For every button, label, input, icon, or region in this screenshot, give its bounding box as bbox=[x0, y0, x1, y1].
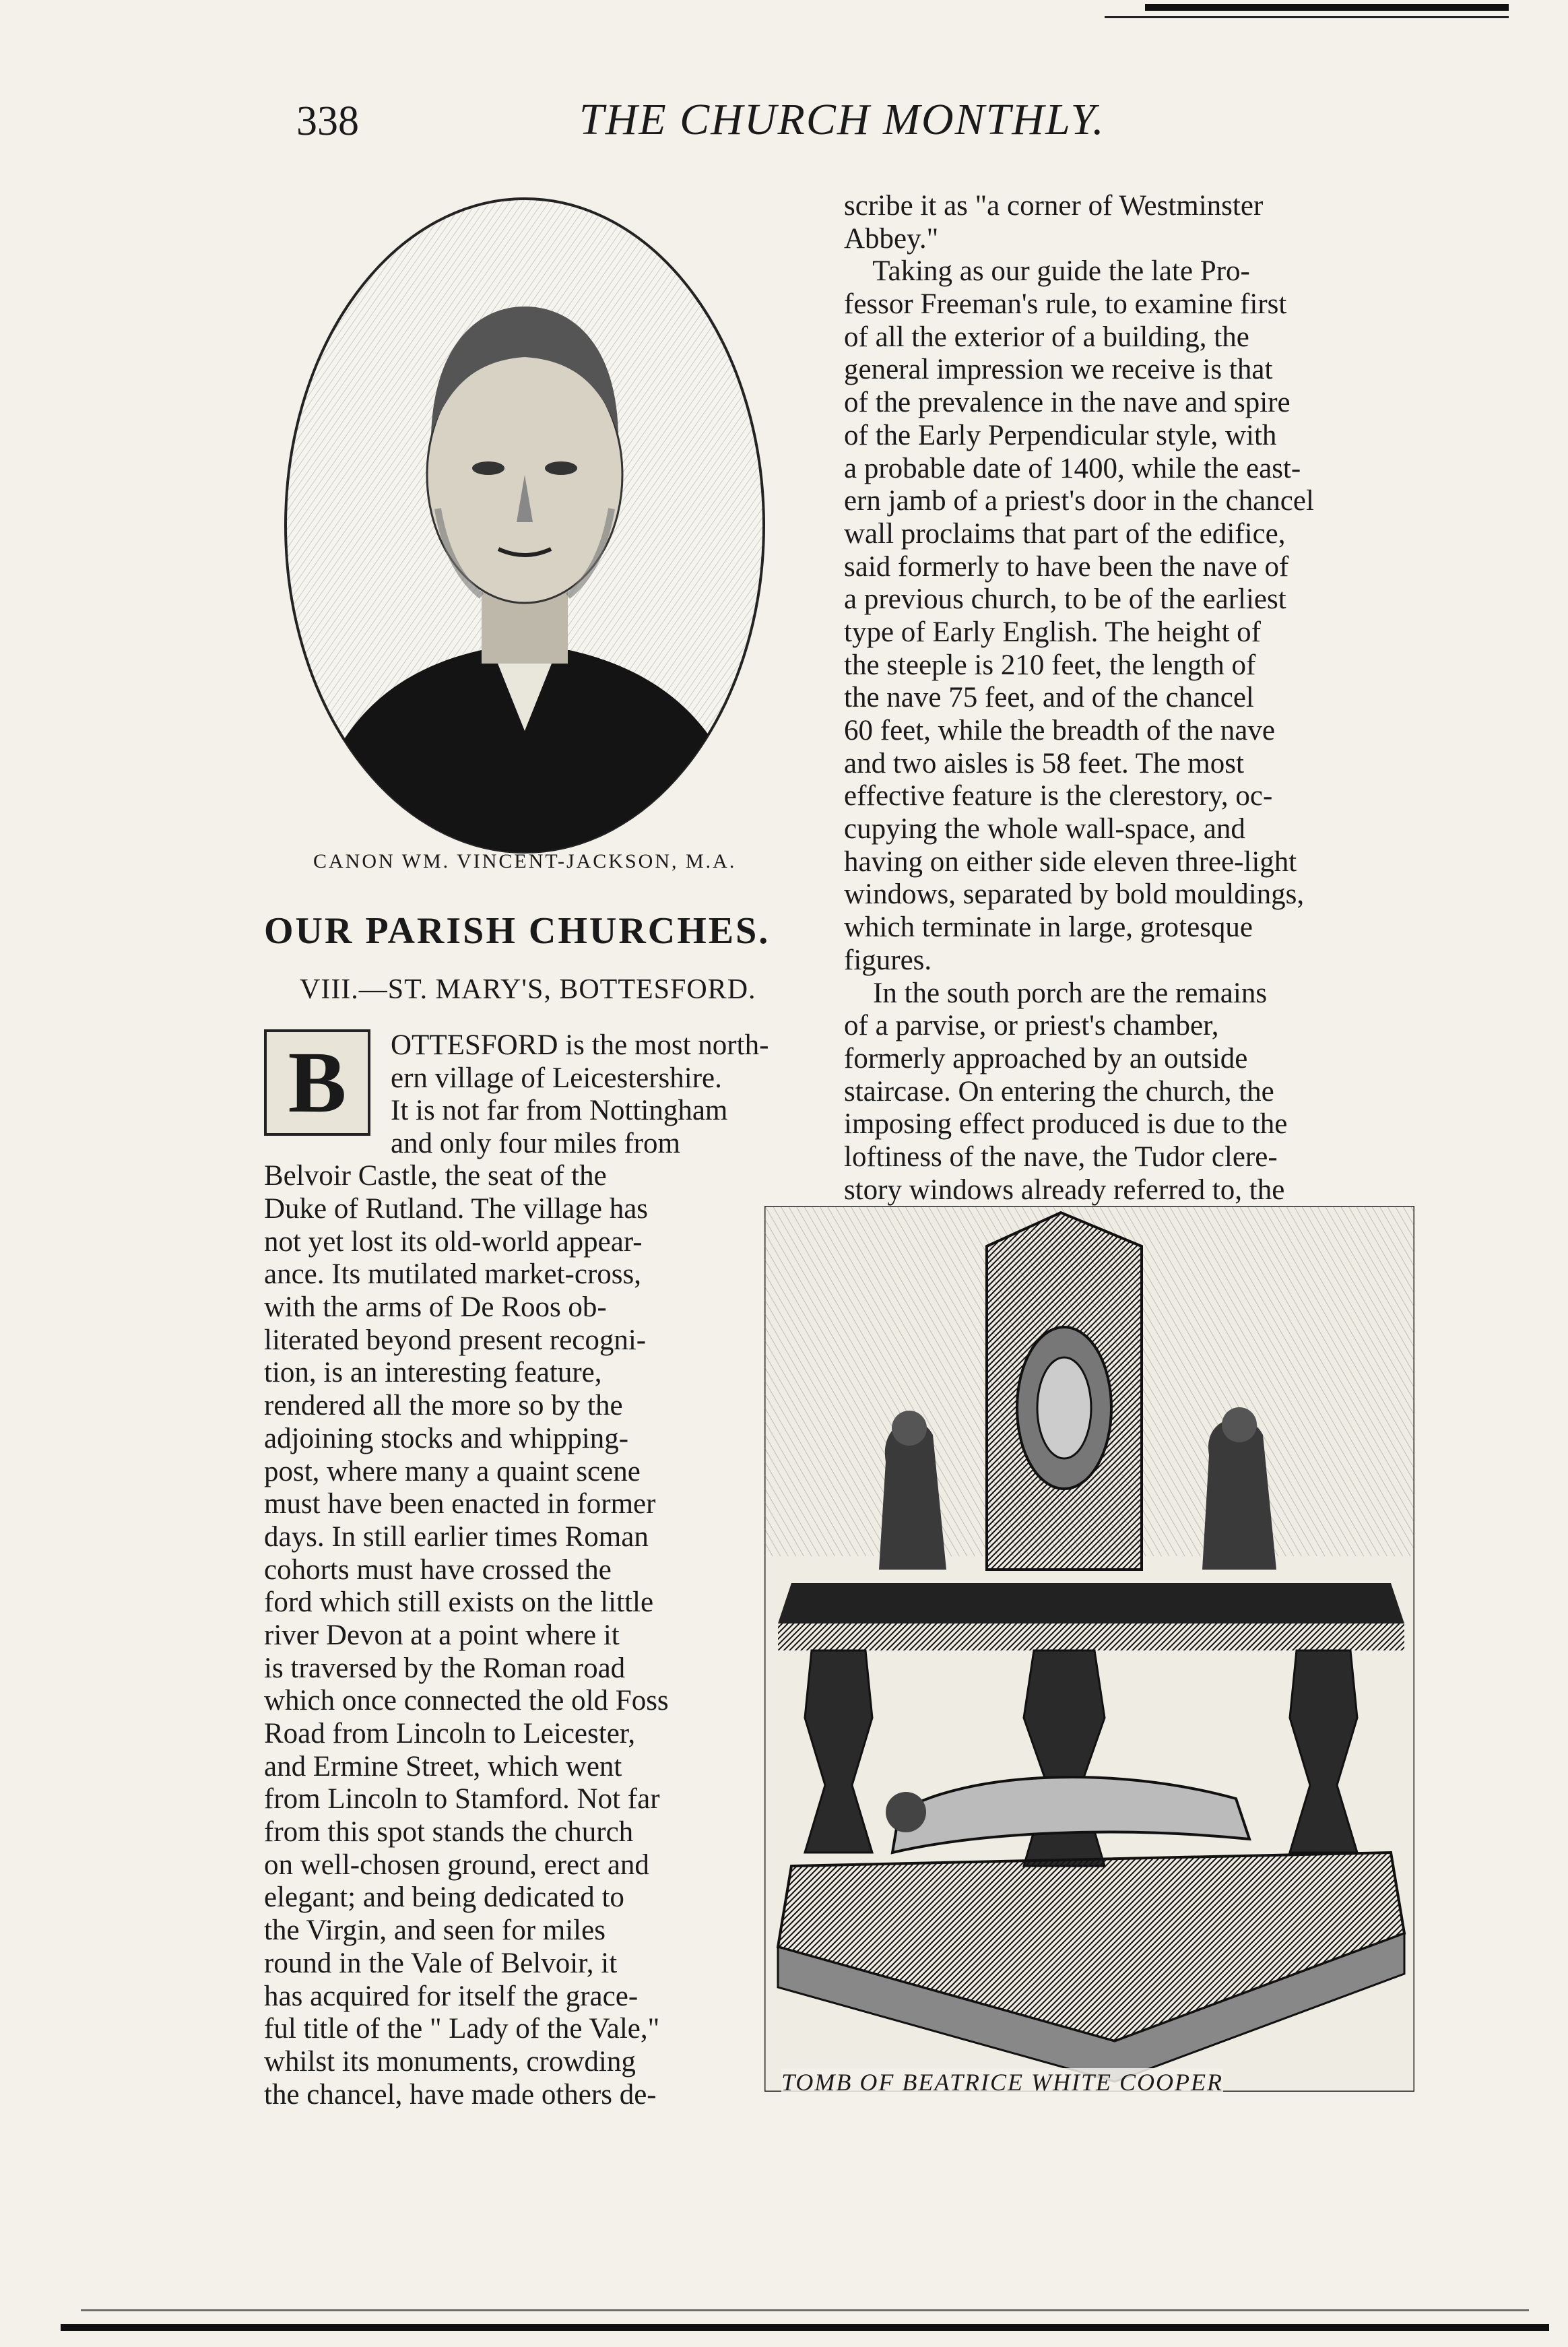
text-line: of the prevalence in the nave and spire bbox=[844, 387, 1291, 419]
text-line: with the arms of De Roos ob- bbox=[264, 1291, 607, 1324]
text-line: a probable date of 1400, while the east- bbox=[844, 452, 1301, 484]
text-line: the Virgin, and seen for miles bbox=[264, 1915, 606, 1947]
text-line: ern jamb of a priest's door in the chancel bbox=[844, 485, 1314, 517]
text-line: cupying the whole wall-space, and bbox=[844, 813, 1245, 845]
text-line: scribe it as "a corner of Westminster bbox=[844, 190, 1264, 222]
text-line: Taking as our guide the late Pro- bbox=[844, 255, 1250, 288]
text-line: whilst its monuments, crowding bbox=[264, 2045, 636, 2078]
engraving-caption: TOMB OF BEATRICE WHITE COOPER bbox=[781, 2069, 1223, 2096]
text-line: It is not far from Nottingham bbox=[391, 1095, 728, 1127]
left-column-indented bbox=[391, 1029, 812, 1161]
text-line: formerly approached by an outside bbox=[844, 1042, 1248, 1074]
text-line: 60 feet, while the breadth of the nave bbox=[844, 715, 1275, 746]
text-line: not yet lost its old-world appear- bbox=[264, 1225, 643, 1258]
text-line: which once connected the old Foss bbox=[264, 1685, 669, 1717]
text-line: which terminate in large, grotesque bbox=[844, 911, 1253, 944]
text-line: elegant; and being dedicated to bbox=[264, 1882, 624, 1914]
right-column bbox=[844, 190, 1393, 1207]
text-line: adjoining stocks and whipping- bbox=[264, 1422, 629, 1454]
page-number: 338 bbox=[296, 98, 359, 144]
drop-cap bbox=[264, 1029, 370, 1136]
text-line: post, where many a quaint scene bbox=[264, 1455, 641, 1487]
text-line: windows, separated by bold mouldings, bbox=[844, 878, 1305, 911]
text-line: the chancel, have made others de- bbox=[264, 2078, 657, 2111]
tomb-engraving bbox=[764, 1206, 1414, 2092]
text-line: rendered all the more so by the bbox=[264, 1390, 623, 1422]
text-line: imposing effect produced is due to the bbox=[844, 1108, 1288, 1140]
text-line: river Devon at a point where it bbox=[264, 1619, 620, 1651]
text-line: Abbey." bbox=[844, 222, 939, 255]
text-line: days. In still earlier times Roman bbox=[264, 1520, 649, 1553]
text-line: effective feature is the clerestory, oc- bbox=[844, 780, 1273, 812]
text-line: OTTESFORD is the most north- bbox=[391, 1029, 769, 1061]
text-line: story windows already referred to, the bbox=[844, 1174, 1285, 1206]
text-line: Duke of Rutland. The village has bbox=[264, 1193, 649, 1225]
text-line: ford which still exists on the little bbox=[264, 1586, 654, 1619]
text-line: tion, is an interesting feature, bbox=[264, 1357, 602, 1389]
text-line: of all the exterior of a building, the bbox=[844, 321, 1249, 353]
text-line: of a parvise, or priest's chamber, bbox=[844, 1010, 1219, 1042]
article-subtitle: VIII.—ST. MARY'S, BOTTESFORD. bbox=[300, 974, 756, 1005]
text-line: the steeple is 210 feet, the length of bbox=[844, 649, 1256, 681]
text-line: has acquired for itself the grace- bbox=[264, 1980, 639, 2012]
text-line: must have been enacted in former bbox=[264, 1488, 656, 1520]
left-column-full bbox=[264, 1160, 812, 1193]
left-column-narrow bbox=[264, 1193, 742, 2111]
text-line: the nave 75 feet, and of the chancel bbox=[844, 682, 1254, 714]
text-line: and two aisles is 58 feet. The most bbox=[844, 747, 1244, 779]
text-line: Belvoir Castle, the seat of the bbox=[264, 1160, 607, 1192]
text-line: from this spot stands the church bbox=[264, 1816, 634, 1848]
text-line: cohorts must have crossed the bbox=[264, 1553, 612, 1586]
running-head: THE CHURCH MONTHLY. bbox=[579, 95, 1105, 144]
text-line: from Lincoln to Stamford. Not far bbox=[264, 1783, 660, 1815]
text-line: Road from Lincoln to Leicester, bbox=[264, 1718, 636, 1749]
text-line: a previous church, to be of the earliest bbox=[844, 583, 1286, 616]
text-line: ful title of the " Lady of the Vale," bbox=[264, 2013, 660, 2045]
text-line: In the south porch are the remains bbox=[844, 977, 1268, 1009]
text-line: type of Early English. The height of bbox=[844, 616, 1261, 648]
text-line: general impression we receive is that bbox=[844, 354, 1273, 386]
text-line: ance. Its mutilated market-cross, bbox=[264, 1258, 641, 1291]
drop-cap-letter: B bbox=[288, 1034, 347, 1131]
article-title: OUR PARISH CHURCHES. bbox=[264, 910, 771, 952]
text-line: loftiness of the nave, the Tudor clere- bbox=[844, 1140, 1278, 1173]
text-line: on well-chosen ground, erect and bbox=[264, 1848, 649, 1881]
top-rule bbox=[1145, 4, 1509, 11]
portrait-illustration bbox=[280, 192, 770, 859]
bottom-rule bbox=[61, 2324, 1549, 2331]
text-line: and Ermine Street, which went bbox=[264, 1750, 622, 1782]
text-line: wall proclaims that part of the edifice, bbox=[844, 517, 1286, 550]
top-rule-thin bbox=[1105, 16, 1509, 18]
text-line: round in the Vale of Belvoir, it bbox=[264, 1947, 618, 1979]
bottom-rule-thin bbox=[81, 2309, 1529, 2311]
text-line: fessor Freeman's rule, to examine first bbox=[844, 288, 1287, 321]
text-line: literated beyond present recogni- bbox=[264, 1324, 647, 1356]
text-line: figures. bbox=[844, 944, 932, 976]
text-line: of the Early Perpendicular style, with bbox=[844, 419, 1277, 451]
text-line: said formerly to have been the nave of bbox=[844, 550, 1289, 583]
text-line: and only four miles from bbox=[391, 1128, 680, 1160]
text-line: ern village of Leicestershire. bbox=[391, 1062, 722, 1094]
text-line: having on either side eleven three-light bbox=[844, 845, 1297, 878]
text-line: is traversed by the Roman road bbox=[264, 1652, 626, 1684]
portrait-caption: CANON WM. VINCENT-JACKSON, M.A. bbox=[313, 850, 737, 872]
text-line: staircase. On entering the church, the bbox=[844, 1075, 1274, 1107]
